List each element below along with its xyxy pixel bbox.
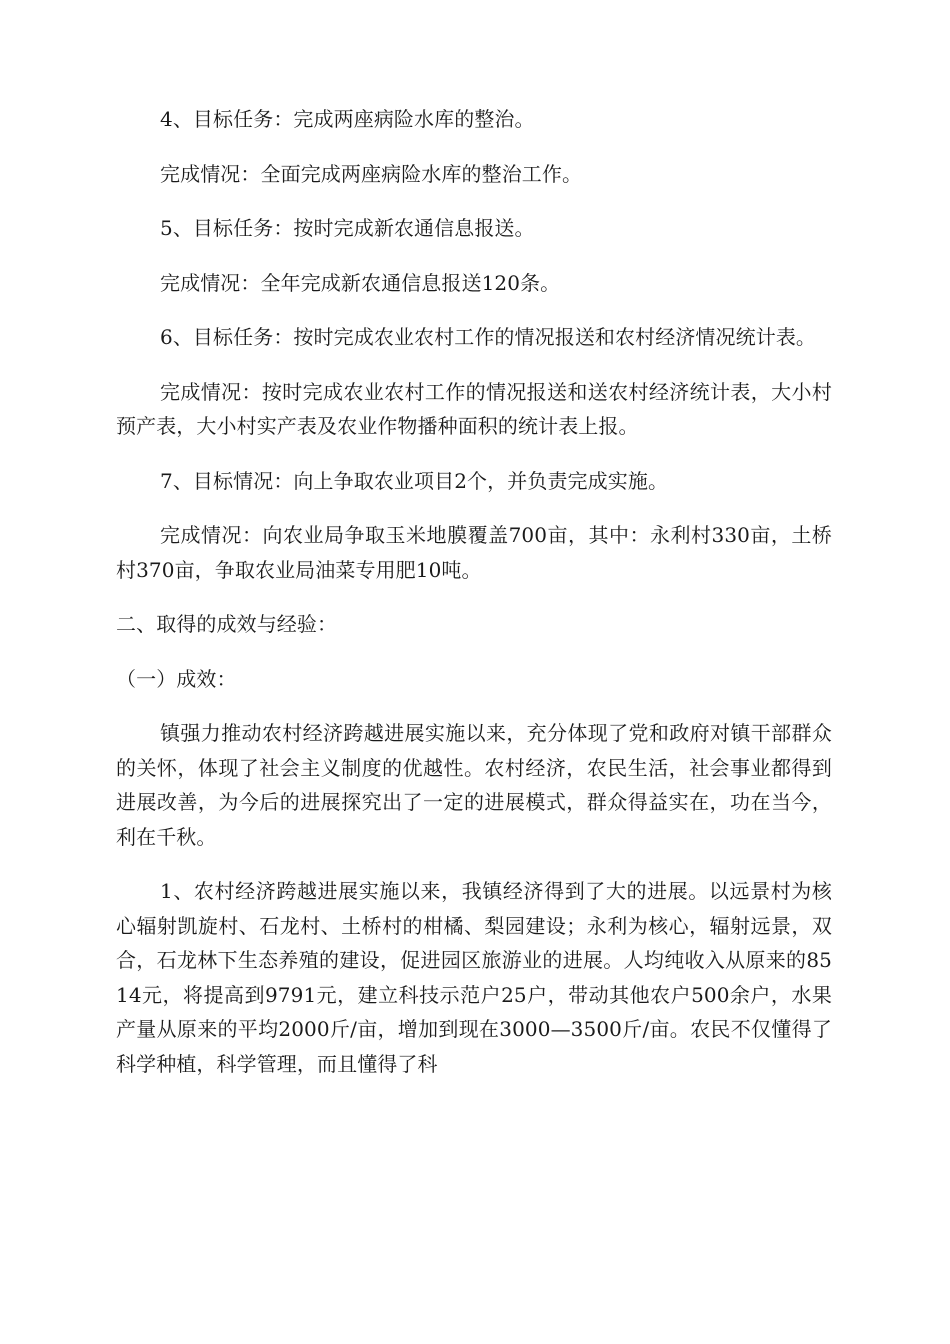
- document-body: [116, 102, 832, 1081]
- target-task-6: 6、目标任务：按时完成农业农村工作的情况报送和农村经济情况统计表。: [160, 325, 817, 349]
- completion-status-4: 完成情况：全面完成两座病险水库的整治工作。: [160, 161, 583, 186]
- section-heading-achievements: 二、取得的成效与经验：: [116, 612, 338, 636]
- results-item-1-paragraph: 1、农村经济跨越进展实施以来，我镇经济得到了大的进展。以远景村为核心辐射凯旋村、石龙村、土桥村的柑橘、梨园建设；永利为核心，辐射远景，双合，石龙林下生态养殖的建设，促进园区旅游业的进展。人均纯收入从原来的8514元，将提高到9791元，建立科技示范户25户，带动其他农户500余户，水果产量从原来的平均2000斤/亩，增加到现在3000—3500斤/亩。农民不仅懂得了科学种植，科学管理，而且懂得了科: [116, 879, 832, 1076]
- target-task-7: 7、目标情况：向上争取农业项目2个，并负责完成实施。: [160, 468, 669, 493]
- target-task-5: 5、目标任务：按时完成新农通信息报送。: [160, 216, 535, 240]
- completion-status-5: 完成情况：全年完成新农通信息报送120条。: [160, 270, 561, 295]
- subsection-heading-results: （一）成效：: [116, 666, 237, 691]
- target-task-4: 4、目标任务：完成两座病险水库的整治。: [160, 107, 535, 131]
- results-summary-paragraph: 镇强力推动农村经济跨越进展实施以来，充分体现了党和政府对镇干部群众的关怀，体现了社会主义制度的优越性。农村经济，农民生活，社会事业都得到进展改善，为今后的进展探究出了一定的进展模式，群众得益实在，功在当今，利在千秋。: [116, 721, 832, 849]
- completion-status-7: 完成情况：向农业局争取玉米地膜覆盖700亩，其中：永利村330亩，土桥村370亩，争取农业局油菜专用肥10吨。: [116, 523, 832, 582]
- completion-status-6: 完成情况：按时完成农业农村工作的情况报送和送农村经济统计表，大小村预产表，大小村实产表及农业作物播种面积的统计表上报。: [116, 379, 832, 438]
